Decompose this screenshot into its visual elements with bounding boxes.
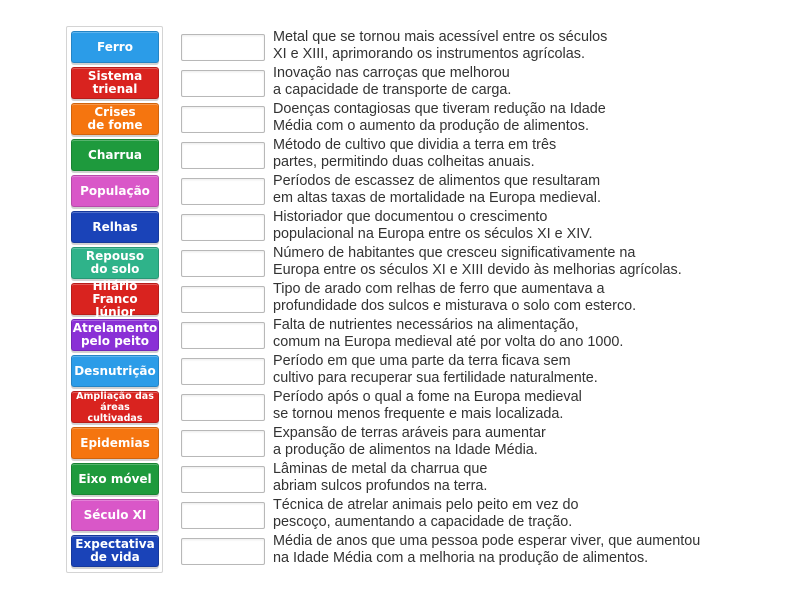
description-text: Técnica de atrelar animais pelo peito em vez do pescoço, aumentando a capacidade de tração. [273,497,579,530]
drop-slot[interactable] [181,142,265,169]
description-text: Lâminas de metal da charrua que abriam sulcos profundos na terra. [273,461,488,494]
description-text: Média de anos que uma pessoa pode esperar viver, que aumentou na Idade Média com a melhoria na produção de alimentos. [273,533,701,566]
answer-tile[interactable]: Atrelamento pelo peito [71,319,159,351]
answer-tile[interactable]: Ferro [71,31,159,63]
description-text: Período após o qual a fome na Europa medieval se tornou menos frequente e mais localizada. [273,389,582,422]
drop-slot[interactable] [181,538,265,565]
drop-slot[interactable] [181,502,265,529]
description-text: Inovação nas carroças que melhorou a capacidade de transporte de carga. [273,65,512,98]
description-text: Tipo de arado com relhas de ferro que aumentava a profundidade dos sulcos e misturava o solo com esterco. [273,281,637,314]
description-text: Doenças contagiosas que tiveram redução na Idade Média com o aumento da produção de alimentos. [273,101,606,134]
drop-slot[interactable] [181,106,265,133]
drop-slot[interactable] [181,34,265,61]
drop-slot[interactable] [181,250,265,277]
answer-tile[interactable]: População [71,175,159,207]
answer-tile[interactable]: Repouso do solo [71,247,159,279]
answer-tile[interactable]: Expectativa de vida [71,535,159,567]
answer-tile[interactable]: Desnutrição [71,355,159,387]
answer-tile[interactable]: Eixo móvel [71,463,159,495]
answer-tile[interactable]: Sistema trienal [71,67,159,99]
answer-tile[interactable]: Relhas [71,211,159,243]
drop-slot[interactable] [181,430,265,457]
description-text: Período em que uma parte da terra ficava sem cultivo para recuperar sua fertilidade naturalmente. [273,353,598,386]
drop-slot[interactable] [181,466,265,493]
drop-slot[interactable] [181,214,265,241]
drop-slot[interactable] [181,322,265,349]
description-text: Expansão de terras aráveis para aumentar a produção de alimentos na Idade Média. [273,425,546,458]
answer-tile[interactable]: Epidemias [71,427,159,459]
description-text: Metal que se tornou mais acessível entre os séculos XI e XIII, aprimorando os instrumentos agrícolas. [273,29,608,62]
description-text: Número de habitantes que cresceu significativamente na Europa entre os séculos XI e XIII devido às melhorias agrícolas. [273,245,682,278]
description-text: Historiador que documentou o crescimento populacional na Europa entre os séculos XI e XIV. [273,209,593,242]
answer-tile[interactable]: Hilário Franco Júnior [71,283,159,315]
drop-slot[interactable] [181,70,265,97]
description-text: Método de cultivo que dividia a terra em três partes, permitindo duas colheitas anuais. [273,137,557,170]
drop-slot[interactable] [181,178,265,205]
drop-slot[interactable] [181,394,265,421]
description-text: Períodos de escassez de alimentos que resultaram em altas taxas de mortalidade na Europa medieval. [273,173,601,206]
answer-tile[interactable]: Crises de fome [71,103,159,135]
drop-slot[interactable] [181,286,265,313]
drop-slot[interactable] [181,358,265,385]
answer-tile[interactable]: Ampliação das áreas cultivadas [71,391,159,423]
answer-tile[interactable]: Charrua [71,139,159,171]
description-text: Falta de nutrientes necessários na alimentação, comum na Europa medieval até por volta do ano 1000. [273,317,624,350]
answer-tile[interactable]: Século XI [71,499,159,531]
